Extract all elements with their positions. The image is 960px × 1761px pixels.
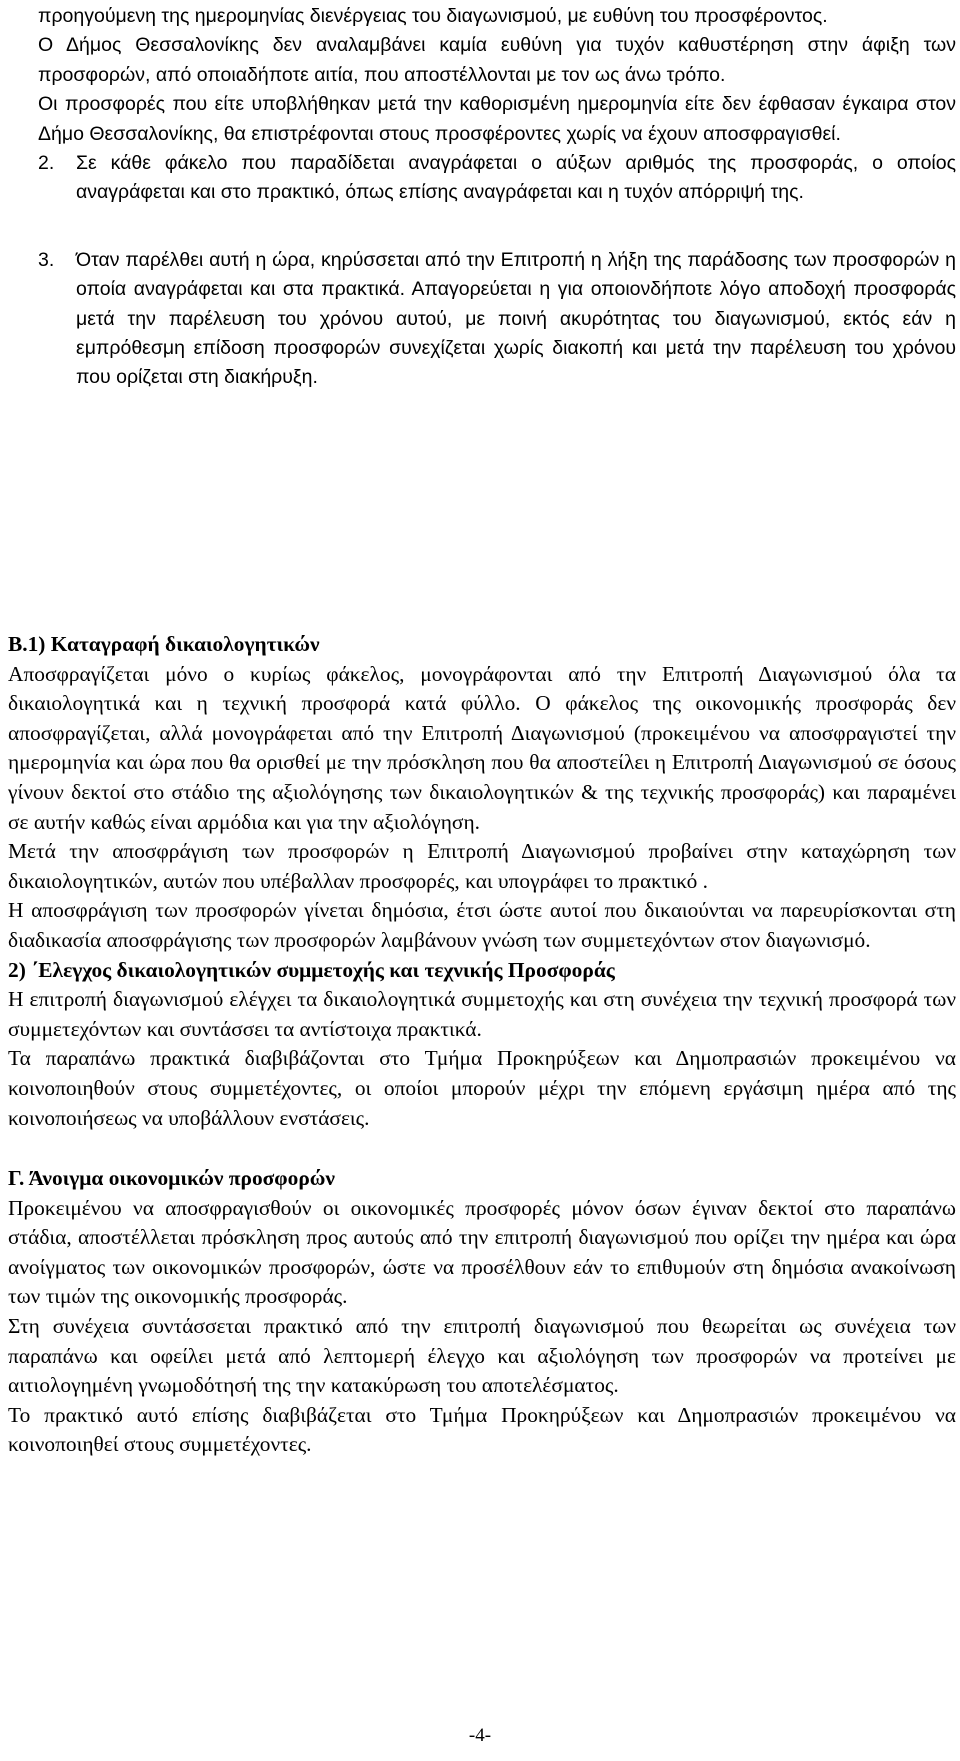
paragraph: Ο Δήμος Θεσσαλονίκης δεν αναλαμβάνει καμία ευθύνη για τυχόν καθυστέρηση στην άφιξη των προσφορών, από οποιαδήποτε αιτία, που αποστέλλονται με τον ως άνω τρόπο. <box>38 34 956 86</box>
spacer <box>8 1133 956 1164</box>
paragraph: Η επιτροπή διαγωνισμού ελέγχει τα δικαιολογητικά συμμετοχής και στη συνέχεια την τεχνική προσφορά των συμμετεχόντων και συντάσσει τα αντίστοιχα πρακτικά. <box>8 987 956 1041</box>
evaluation-section <box>8 630 956 1460</box>
numbered-item-2 <box>38 149 956 208</box>
paragraph: Αποσφραγίζεται μόνο ο κυρίως φάκελος, μονογράφονται από την Επιτροπή Διαγωνισμού όλα τα δικαιολογητικά και η τεχνική προσφορά κατά φύλλο. Ο φάκελος της οικονομικής προσφοράς δεν αποσφραγίζεται, αλλά μονογράφεται από την Επιτροπή Διαγωνισμού (προκειμένου να αποσφραγιστεί την ημερομηνία και ώρα που θα ορισθεί με την πρόσκληση που θα αποστείλει η Επιτροπή Διαγωνισμού σε όσους γίνουν δεκτοί στο στάδιο της αξιολόγησης των δικαιολογητικών & της τεχνικής προσφοράς) και παραμένει σε αυτήν καθώς είναι αρμόδια και για την αξιολόγηση. <box>8 661 956 834</box>
paragraph: Μετά την αποσφράγιση των προσφορών η Επιτροπή Διαγωνισμού προβαίνει στην καταχώρηση των δικαιολογητικών, αυτών που υπέβαλλαν προσφορές, και υπογράφει το πρακτικό . <box>8 839 956 893</box>
numbered-item-3 <box>38 246 956 393</box>
paragraph: Το πρακτικό αυτό επίσης διαβιβάζεται στο Τμήμα Προκηρύξεων και Δημοπρασιών προκειμένου να κοινοποιηθεί στους συμμετέχοντες. <box>8 1402 956 1457</box>
item-number: 3. <box>38 248 55 271</box>
paragraph: Προκειμένου να αποσφραγισθούν οι οικονομικές προσφορές μόνον όσων έγιναν δεκτοί στο παραπάνω στάδια, αποστέλλεται πρόσκληση προς αυτούς από την επιτροπή διαγωνισμού που ορίζει την ημέρα και ώρα ανοίγματος των οικονομικών προσφορών, ώστε να προσέλθουν εάν το επιθυμούν στη δημόσια ανακοίνωση των τιμών της οικονομικής προσφοράς. <box>8 1195 956 1309</box>
item-text: Σε κάθε φάκελο που παραδίδεται αναγράφεται ο αύξων αριθμός της προσφοράς, ο οποίος αναγράφεται και στο πρακτικό, όπως επίσης αναγράφεται και η τυχόν απόρριψή της. <box>76 152 956 204</box>
page-number: -4- <box>468 1725 492 1746</box>
paragraph: Στη συνέχεια συντάσσεται πρακτικό από την επιτροπή διαγωνισμού που θεωρείται ως συνέχεια των παραπάνω και οφείλει μετά από λεπτομερή έλεγχο και αξιολόγηση των προσφορών να προτείνει με αιτιολογημένη γνωμοδότησή της την κατακύρωση του αποτελέσματος. <box>8 1314 956 1398</box>
paragraph: Η αποσφράγιση των προσφορών γίνεται δημόσια, έτσι ώστε αυτοί που δικαιούνται να παρευρίσκονται στη διαδικασία αποσφράγισης των προσφορών λαμβάνουν γνώση των συμμετεχόντων στον διαγωνισμό. <box>8 898 956 952</box>
section-heading-b2: 2) ΄Ελεγχος δικαιολογητικών συμμετοχής και τεχνικής Προσφοράς <box>8 957 615 982</box>
paragraph: Τα παραπάνω πρακτικά διαβιβάζονται στο Τμήμα Προκηρύξεων και Δημοπρασιών προκειμένου να κοινοποιηθούν στους συμμετέχοντες, οι οποίοι μπορούν μέχρι την επόμενη εργάσιμη ημέρα από της κοινοποιήσεως να υποβάλλουν ενστάσεις. <box>8 1046 956 1130</box>
paragraph: Οι προσφορές που είτε υποβλήθηκαν μετά την καθορισμένη ημερομηνία είτε δεν έφθασαν έγκαιρα στον Δήμο Θεσσαλονίκης, θα επιστρέφονται στους προσφέροντες χωρίς να έχουν αποσφραγισθεί. <box>38 93 956 145</box>
item-number: 2. <box>38 152 55 175</box>
section-heading-c: Γ. Άνοιγμα οικονομικών προσφορών <box>8 1166 335 1191</box>
paragraph: προηγούμενη της ημερομηνίας διενέργειας του διαγωνισμού, με ευθύνη του προσφέροντος. <box>38 5 828 27</box>
spacer <box>38 208 956 246</box>
section-heading-b1: Β.1) Καταγραφή δικαιολογητικών <box>8 632 320 656</box>
procedure-section <box>38 2 956 393</box>
item-text: Όταν παρέλθει αυτή η ώρα, κηρύσσεται από την Επιτροπή η λήξη της παράδοσης των προσφορών η οποία αναγράφεται και στα πρακτικά. Απαγορεύεται η για οποιονδήποτε λόγο αποδοχή προσφοράς μετά την παρέλευση του χρόνου αυτού, με ποινή ακυρότητας του διαγωνισμού, εκτός εάν η εμπρόθεσμη επίδοση προσφορών συνεχίζεται χωρίς διακοπή και μετά την παρέλευση του χρόνου που ορίζεται στη διακήρυξη. <box>76 248 956 389</box>
